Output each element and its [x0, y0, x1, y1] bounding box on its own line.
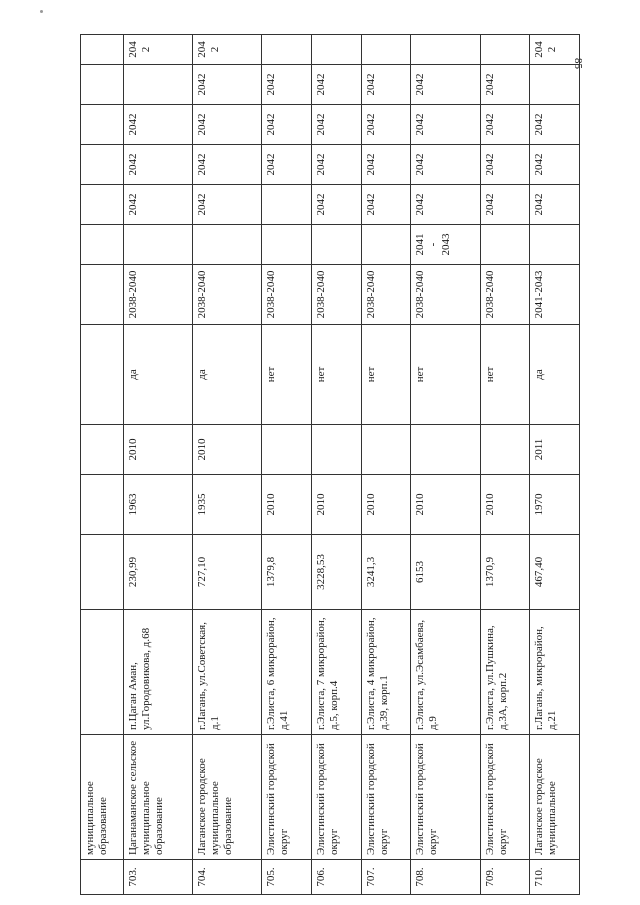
- municipality-cell: Элистинский городской округ: [312, 735, 362, 860]
- plan-year-cell: 2042: [312, 185, 362, 225]
- municipality-cell: Элистинский городской округ: [262, 735, 312, 860]
- area-cell: 727,10: [193, 535, 262, 610]
- year-built-cell: 2010: [312, 475, 362, 535]
- year-built-cell: 1970: [530, 475, 580, 535]
- plan-year-cell: 2042: [361, 65, 411, 105]
- plan-year-cell: 2042: [480, 185, 530, 225]
- plan-year-cell: 2042: [411, 105, 480, 145]
- address-cell: г.Элиста, ул.Эсамбаева, д.9: [411, 610, 480, 735]
- plan-year-cell: 2042: [530, 145, 580, 185]
- year-repair-cell: 2010: [193, 425, 262, 475]
- year-built-cell: 2010: [262, 475, 312, 535]
- plan-year-cell: 2042: [361, 145, 411, 185]
- municipality-cell: Цаганаманское сельское муниципальное образование: [124, 735, 193, 860]
- table-row: [530, 35, 580, 895]
- plan-year-cell: [361, 225, 411, 265]
- page-number: 85: [572, 58, 584, 69]
- address-cell: г.Элиста, 7 микрорайон, д.5, корп.4: [312, 610, 362, 735]
- needs-repair-cell: нет: [312, 325, 362, 425]
- needs-repair-cell: да: [124, 325, 193, 425]
- area-cell: 230,99: [124, 535, 193, 610]
- year-repair-cell: 2011: [530, 425, 580, 475]
- plan-year-cell: [262, 35, 312, 65]
- area-cell: 1379,8: [262, 535, 312, 610]
- plan-year-cell: 2042: [262, 145, 312, 185]
- address-cell: п.Цаган Аман, ул.Городовикова, д.68: [124, 610, 193, 735]
- plan-year-cell: 2042: [193, 65, 262, 105]
- plan-year-cell: 2042: [193, 185, 262, 225]
- header-municipality: муниципальное образование: [81, 735, 124, 860]
- plan-year-cell: 2042: [312, 65, 362, 105]
- year-built-cell: 1963: [124, 475, 193, 535]
- period-cell: 2041-2043: [530, 265, 580, 325]
- plan-year-cell: 2042: [361, 185, 411, 225]
- plan-year-cell: 2042: [262, 105, 312, 145]
- period-cell: 2038-2040: [262, 265, 312, 325]
- plan-year-cell: 2042: [411, 185, 480, 225]
- period-cell: 2038-2040: [411, 265, 480, 325]
- plan-year-cell: 2042: [124, 145, 193, 185]
- address-cell: г.Лагань, микрорайон, д.21: [530, 610, 580, 735]
- plan-year-cell: [361, 35, 411, 65]
- period-cell: 2038-2040: [480, 265, 530, 325]
- table-header-continuation: [81, 35, 124, 895]
- row-number: 710.: [530, 860, 580, 895]
- year-repair-cell: [312, 425, 362, 475]
- row-number: 703.: [124, 860, 193, 895]
- needs-repair-cell: нет: [262, 325, 312, 425]
- needs-repair-cell: да: [193, 325, 262, 425]
- row-number: 706.: [312, 860, 362, 895]
- year-repair-cell: 2010: [124, 425, 193, 475]
- address-cell: г.Элиста, 6 микрорайон, д.41: [262, 610, 312, 735]
- plan-year-cell: 2042: [124, 185, 193, 225]
- period-cell: 2038-2040: [361, 265, 411, 325]
- address-cell: г.Элиста, ул.Пушкина, д.3А, корп.2: [480, 610, 530, 735]
- area-cell: 3228,53: [312, 535, 362, 610]
- row-number: 704.: [193, 860, 262, 895]
- row-number: 709.: [480, 860, 530, 895]
- year-built-cell: 2010: [480, 475, 530, 535]
- plan-year-cell: 2042: [530, 185, 580, 225]
- row-number: 708.: [411, 860, 480, 895]
- table-row: [480, 35, 530, 895]
- plan-year-cell: [530, 65, 580, 105]
- table-row: [361, 35, 411, 895]
- plan-year-cell: 2042: [480, 105, 530, 145]
- period-cell: 2038-2040: [193, 265, 262, 325]
- needs-repair-cell: нет: [411, 325, 480, 425]
- year-built-cell: 2010: [411, 475, 480, 535]
- needs-repair-cell: нет: [480, 325, 530, 425]
- plan-year-cell: 2042: [124, 35, 193, 65]
- plan-year-cell: [312, 225, 362, 265]
- plan-year-cell: [480, 35, 530, 65]
- year-repair-cell: [480, 425, 530, 475]
- period-cell: 2038-2040: [312, 265, 362, 325]
- year-repair-cell: [411, 425, 480, 475]
- plan-year-cell: 2042: [530, 105, 580, 145]
- plan-year-cell: 2042: [480, 145, 530, 185]
- plan-year-cell: 2042: [193, 145, 262, 185]
- year-repair-cell: [361, 425, 411, 475]
- plan-year-cell: 2042: [312, 105, 362, 145]
- area-cell: 1370,9: [480, 535, 530, 610]
- table-row: [312, 35, 362, 895]
- plan-year-cell: 2042: [312, 145, 362, 185]
- plan-year-cell: [530, 225, 580, 265]
- table-row: [262, 35, 312, 895]
- rotated-table-wrapper: [80, 35, 580, 895]
- plan-year-cell: [124, 225, 193, 265]
- municipality-cell: Элистинский городской округ: [411, 735, 480, 860]
- plan-year-cell: 2042: [193, 35, 262, 65]
- plan-year-cell: 2042: [262, 65, 312, 105]
- plan-year-cell: 2042: [480, 65, 530, 105]
- table-row: [193, 35, 262, 895]
- needs-repair-cell: да: [530, 325, 580, 425]
- period-cell: 2038-2040: [124, 265, 193, 325]
- plan-year-cell: [262, 225, 312, 265]
- municipality-cell: Лаганское городское муниципальное: [530, 735, 580, 860]
- plan-year-cell: [262, 185, 312, 225]
- year-built-cell: 1935: [193, 475, 262, 535]
- table-row: [124, 35, 193, 895]
- plan-year-cell: 2042: [193, 105, 262, 145]
- row-number: 705.: [262, 860, 312, 895]
- plan-year-cell: [480, 225, 530, 265]
- area-cell: 6153: [411, 535, 480, 610]
- year-built-cell: 2010: [361, 475, 411, 535]
- needs-repair-cell: нет: [361, 325, 411, 425]
- plan-year-cell: 2042: [530, 35, 580, 65]
- plan-year-cell: [411, 35, 480, 65]
- address-cell: г.Элиста, 4 микрорайон, д.39, корп.1: [361, 610, 411, 735]
- plan-year-cell: [312, 35, 362, 65]
- municipality-cell: Лаганское городское муниципальное образование: [193, 735, 262, 860]
- address-cell: г.Лагань, ул.Советская, д.1: [193, 610, 262, 735]
- plan-year-cell: 2041 - 2043: [411, 225, 480, 265]
- area-cell: 3241,3: [361, 535, 411, 610]
- plan-year-cell: [193, 225, 262, 265]
- scan-dot: [40, 10, 43, 13]
- row-number: 707.: [361, 860, 411, 895]
- area-cell: 467,40: [530, 535, 580, 610]
- plan-year-cell: 2042: [361, 105, 411, 145]
- plan-year-cell: 2042: [411, 65, 480, 105]
- municipality-cell: Элистинский городской округ: [361, 735, 411, 860]
- year-repair-cell: [262, 425, 312, 475]
- plan-year-cell: [124, 65, 193, 105]
- housing-register-table: [80, 34, 580, 895]
- municipality-cell: Элистинский городской округ: [480, 735, 530, 860]
- plan-year-cell: 2042: [124, 105, 193, 145]
- table-row: [411, 35, 480, 895]
- plan-year-cell: 2042: [411, 145, 480, 185]
